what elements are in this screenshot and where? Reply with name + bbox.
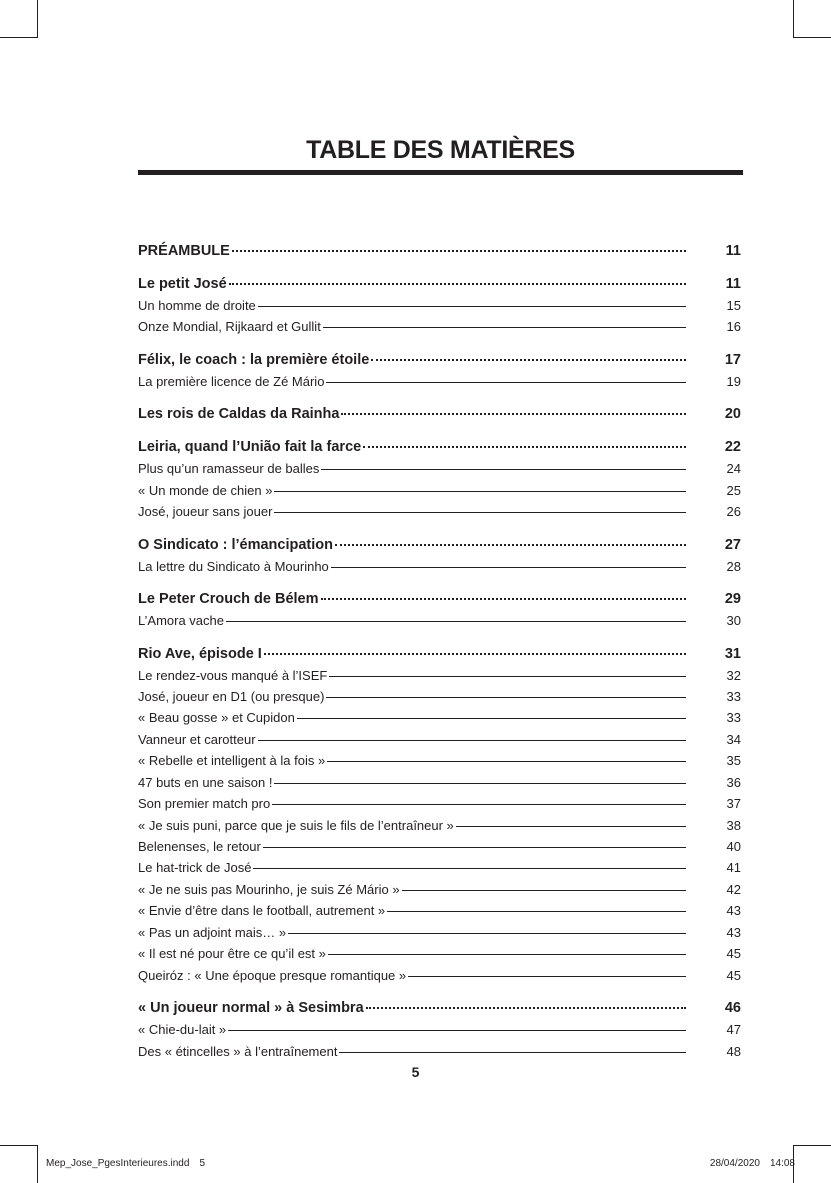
toc-entry-title: « Rebelle et intelligent à la fois » <box>138 753 326 769</box>
toc-entry-title: Le hat-trick de José <box>138 860 252 876</box>
toc-entry-title: Belenenses, le retour <box>138 839 261 854</box>
toc-section-entry <box>138 836 741 857</box>
toc-entry-page: 37 <box>726 796 741 812</box>
toc-leader <box>274 491 686 492</box>
toc-leader <box>226 621 686 622</box>
toc-entry-page: 19 <box>726 373 741 389</box>
toc-section-entry <box>138 371 741 392</box>
toc-chapter-entry <box>138 240 741 262</box>
toc-leader <box>288 933 686 934</box>
toc-entry-page: 24 <box>726 461 741 477</box>
print-slug-file <box>46 1158 205 1169</box>
toc-leader <box>321 469 686 470</box>
toc-entry-page: 27 <box>724 536 741 553</box>
toc-entry-title: « Envie d’être dans le football, autrement » <box>138 903 386 919</box>
toc-section-entry <box>138 316 741 337</box>
toc-entry-title: « Chie-du-lait » <box>138 1022 227 1038</box>
toc-leader <box>232 250 686 252</box>
print-slug-datetime <box>710 1158 795 1169</box>
toc-leader <box>263 847 686 848</box>
toc-entry-title: Onze Mondial, Rijkaard et Gullit <box>138 319 321 335</box>
toc-leader <box>327 761 686 762</box>
title-rule <box>138 170 743 175</box>
toc-entry-page: 33 <box>726 688 741 704</box>
toc-leader <box>274 512 686 513</box>
toc-section-entry <box>138 556 741 577</box>
crop-mark-top-right-horizontal <box>793 37 831 38</box>
slug-filename: Mep_Jose_PgesInterieures.indd <box>46 1158 190 1169</box>
toc-section-entry <box>138 965 741 986</box>
toc-entry-title: PRÉAMBULE <box>138 243 230 259</box>
toc-entry-title: « Je ne suis pas Mourinho, je suis Zé Mário » <box>138 881 400 897</box>
toc-entry-title: « Pas un adjoint mais… » <box>138 924 287 940</box>
toc-leader <box>274 783 686 784</box>
toc-entry-page: 16 <box>726 319 741 335</box>
crop-mark-top-left-vertical <box>37 0 38 38</box>
toc-entry-title: Rio Ave, épisode I <box>138 645 262 662</box>
toc-entry-title: Le petit José <box>138 276 227 292</box>
toc-entry-title: Un homme de droite <box>138 298 256 313</box>
toc-entry-title: Des « étincelles » à l’entraînement <box>138 1043 338 1059</box>
toc-entry-page: 11 <box>725 276 741 292</box>
toc-entry-page: 17 <box>724 351 741 368</box>
toc-entry-title: Son premier match pro <box>138 796 271 812</box>
toc-entry-page: 45 <box>726 946 741 962</box>
page-title: TABLE DES MATIÈRES <box>306 136 575 164</box>
toc-section-entry <box>138 879 741 900</box>
toc-leader <box>326 382 686 383</box>
toc-section-entry <box>138 686 741 707</box>
toc-entry-title: Plus qu’un ramasseur de balles <box>138 461 320 477</box>
toc-leader <box>326 697 686 698</box>
toc-section-entry <box>138 610 741 631</box>
toc-entry-title: « Un monde de chien » <box>138 482 273 498</box>
toc-leader <box>387 911 686 912</box>
toc-leader <box>272 804 686 805</box>
toc-chapter-entry <box>138 997 741 1019</box>
toc-chapter-entry <box>138 403 741 425</box>
crop-mark-bottom-left-horizontal <box>0 1145 38 1146</box>
toc-leader <box>331 567 686 568</box>
toc-entry-page: 15 <box>726 298 741 313</box>
toc-entry-page: 11 <box>725 243 741 259</box>
toc-entry-page: 25 <box>726 482 741 498</box>
toc-leader <box>335 544 686 546</box>
toc-chapter-entry <box>138 643 741 665</box>
toc-section-entry <box>138 900 741 921</box>
toc-entry-title: O Sindicato : l’émancipation <box>138 536 333 553</box>
toc-entry-title: La première licence de Zé Mário <box>138 373 325 389</box>
toc-leader <box>371 359 686 361</box>
toc-entry-title: Leiria, quand l’União fait la farce <box>138 439 362 456</box>
toc-leader <box>329 676 686 677</box>
crop-mark-bottom-right-horizontal <box>793 1145 831 1146</box>
toc-section-entry <box>138 793 741 814</box>
toc-entry-title: Le Peter Crouch de Bélem <box>138 591 319 608</box>
toc-entry-title: « Je suis puni, parce que je suis le fils de l’entraîneur » <box>138 817 454 833</box>
toc-section-entry <box>138 295 741 316</box>
toc-entry-title: La lettre du Sindicato à Mourinho <box>138 558 329 574</box>
toc-leader <box>341 413 686 415</box>
toc-leader <box>258 306 686 307</box>
toc-entry-page: 47 <box>726 1022 741 1038</box>
toc-leader <box>408 976 686 977</box>
toc-chapter-entry <box>138 349 741 371</box>
toc-section-entry <box>138 922 741 943</box>
toc-entry-page: 43 <box>726 903 741 919</box>
toc-leader <box>363 446 686 448</box>
toc-section-entry <box>138 480 741 501</box>
toc-leader <box>258 740 686 741</box>
crop-mark-top-left-horizontal <box>0 37 38 38</box>
toc-section-entry <box>138 458 741 479</box>
toc-leader <box>228 1030 686 1031</box>
toc-leader <box>253 868 686 869</box>
slug-time: 14:08 <box>769 1158 795 1169</box>
toc-leader <box>402 890 686 891</box>
toc-entry-page: 28 <box>726 558 741 574</box>
toc-chapter-entry <box>138 436 741 458</box>
page-number: 5 <box>411 1064 420 1080</box>
crop-mark-bottom-left-vertical <box>37 1145 38 1183</box>
toc-entry-title: Le rendez-vous manqué à l’ISEF <box>138 667 328 683</box>
toc-chapter-entry <box>138 534 741 556</box>
toc-entry-page: 26 <box>726 504 741 520</box>
toc-leader <box>366 1007 686 1009</box>
toc-entry-page: 41 <box>726 860 741 876</box>
toc-entry-page: 40 <box>726 839 741 854</box>
toc-section-entry <box>138 750 741 771</box>
toc-entry-page: 34 <box>726 731 741 747</box>
toc-entry-page: 33 <box>726 710 741 726</box>
toc-entry-page: 22 <box>724 439 741 456</box>
table-of-contents <box>138 240 741 1062</box>
toc-entry-title: Les rois de Caldas da Rainha <box>138 406 340 423</box>
toc-entry-page: 48 <box>726 1043 741 1059</box>
toc-entry-page: 46 <box>724 1000 741 1017</box>
toc-entry-title: Vanneur et carotteur <box>138 731 256 747</box>
toc-section-entry <box>138 707 741 728</box>
toc-leader <box>321 598 687 600</box>
toc-entry-page: 32 <box>726 667 741 683</box>
toc-entry-page: 20 <box>724 406 741 423</box>
toc-entry-title: José, joueur en D1 (ou presque) <box>138 688 325 704</box>
toc-entry-page: 43 <box>726 924 741 940</box>
toc-section-entry <box>138 857 741 878</box>
toc-leader <box>339 1052 686 1053</box>
toc-chapter-entry <box>138 588 741 610</box>
toc-entry-page: 30 <box>726 613 741 629</box>
toc-entry-title: 47 buts en une saison ! <box>138 774 273 790</box>
toc-section-entry <box>138 1041 741 1062</box>
toc-entry-title: José, joueur sans jouer <box>138 504 273 520</box>
toc-entry-page: 38 <box>726 817 741 833</box>
toc-entry-page: 29 <box>724 591 741 608</box>
toc-leader <box>264 653 686 655</box>
toc-section-entry <box>138 815 741 836</box>
crop-mark-top-right-vertical <box>793 0 794 38</box>
toc-leader <box>456 826 686 827</box>
toc-section-entry <box>138 665 741 686</box>
toc-leader <box>323 327 686 328</box>
toc-entry-title: « Un joueur normal » à Sesimbra <box>138 1000 364 1017</box>
toc-chapter-entry <box>138 273 741 295</box>
toc-entry-page: 36 <box>726 774 741 790</box>
toc-leader <box>297 718 686 719</box>
toc-section-entry <box>138 943 741 964</box>
toc-section-entry <box>138 1019 741 1040</box>
toc-entry-title: « Beau gosse » et Cupidon <box>138 710 295 726</box>
toc-leader <box>229 283 686 285</box>
toc-entry-title: L’Amora vache <box>138 613 224 629</box>
toc-section-entry <box>138 729 741 750</box>
toc-entry-page: 31 <box>724 645 741 662</box>
toc-leader <box>328 954 686 955</box>
toc-entry-page: 35 <box>726 753 741 769</box>
toc-section-entry <box>138 772 741 793</box>
slug-page: 5 <box>199 1158 205 1169</box>
toc-section-entry <box>138 501 741 522</box>
toc-entry-title: Queiróz : « Une époque presque romantique » <box>138 967 407 983</box>
toc-entry-page: 45 <box>726 967 741 983</box>
toc-entry-title: « Il est né pour être ce qu’il est » <box>138 946 326 962</box>
toc-entry-page: 42 <box>726 881 741 897</box>
toc-entry-title: Félix, le coach : la première étoile <box>138 351 370 368</box>
slug-date: 28/04/2020 <box>709 1158 760 1169</box>
